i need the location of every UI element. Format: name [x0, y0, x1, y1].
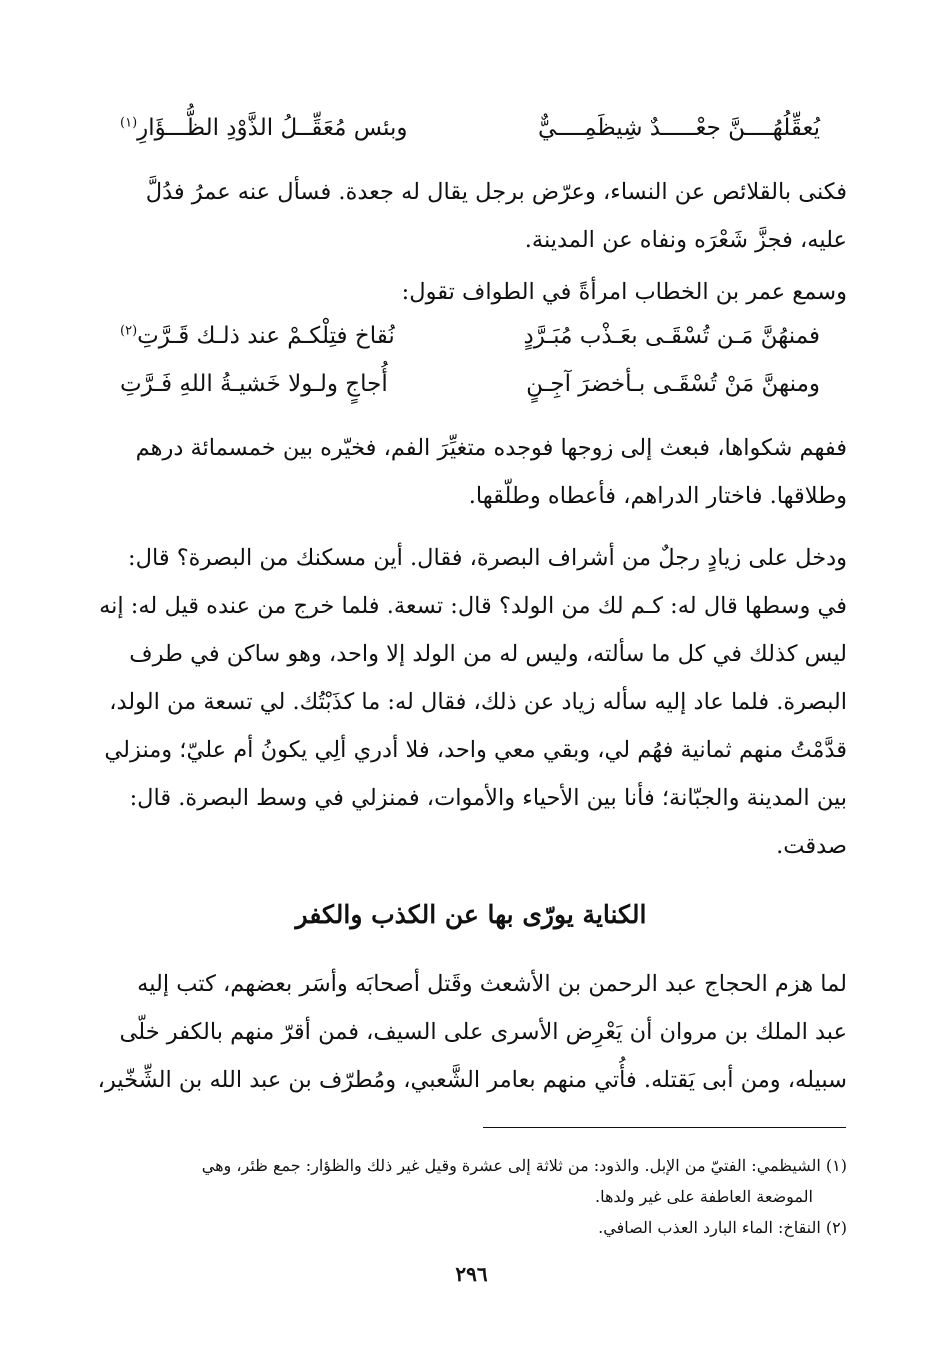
- section-heading: الكناية يورّى بها عن الكذب والكفر: [295, 900, 647, 929]
- paragraph-3: [95, 424, 847, 520]
- text-line: البصرة. فلما عاد إليه سأله زياد عن ذلك، فقال له: ما كذَبْتُك. لي تسعة من الولد،: [109, 689, 847, 715]
- paragraph-5: [95, 960, 847, 1104]
- footnote-marker-1: (١): [120, 115, 138, 131]
- footnote-2: (٢) النقاخ: الماء البارد العذب الصافي.: [598, 1218, 847, 1237]
- footnotes: [95, 1150, 847, 1243]
- verse-3-second-hemistich: أُجاجٍ ولـولا خَشيـةُ اللهِ فَـرَّتِ: [120, 371, 388, 397]
- text-line: عبد الملك بن مروان أن يَعْرِض الأسرى على السيف، فمن أقرّ منهم بالكفر خلّى: [119, 1019, 847, 1045]
- page-number: ٢٩٦: [455, 1262, 488, 1286]
- text-line: عليه، فجزَّ شَعْرَه ونفاه عن المدينة.: [524, 227, 847, 253]
- footnote-marker-2: (٢): [120, 323, 138, 339]
- text-line: فكنى بالقلائص عن النساء، وعرّض برجل يقال له جعدة. فسأل عنه عمرُ فدُلَّ: [145, 179, 847, 205]
- verse-1-first-hemistich: يُعقِّلُهُــــنَّ جعْـــــدٌ شِيظَمِــــيٌّ: [537, 115, 820, 141]
- footnote-1-line: (١) الشيظمي: الفتيّ من الإبل. والذود: من ثلاثة إلى عشرة وقيل غير ذلك والظؤار: جمع ظئر، وهي: [201, 1156, 847, 1175]
- verse-1-second-hemistich: وبئس مُعَقِّــلُ الذَّوْدِ الظُّـــؤَارِ$^{(١)}$: [120, 115, 408, 141]
- footnote-1-continuation: الموضعة العاطفة على غير ولدها.: [595, 1187, 813, 1206]
- verse-2-first-hemistich: فمنهُنَّ مَـن تُسْقَـى بعَـذْب مُبَـرَّدٍ: [523, 323, 820, 349]
- text-line: ففهم شكواها، فبعث إلى زوجها فوجده متغيِّرَ الفم، فخيّره بين خمسمائة درهم: [135, 435, 847, 461]
- paragraph-4: [95, 534, 847, 870]
- text-line: قدَّمْتُ منهم ثمانية فهُم لي، وبقي معي واحد، فلا أدري ألِي يكونُ أم عليّ؛ ومنزلي: [104, 737, 847, 763]
- verse-3-first-hemistich: ومنهنَّ مَنْ تُسْقَـى بـأخضرَ آجِـنٍ: [526, 371, 820, 397]
- text-line: سبيله، ومن أبى يَقتله. فأُتي منهم بعامر الشَّعبي، ومُطرّف بن عبد الله بن الشِّخّير،: [97, 1067, 847, 1093]
- text-line: ودخل على زيادٍ رجلٌ من أشراف البصرة، فقال. أين مسكنك من البصرة؟ قال:: [128, 545, 847, 571]
- text-line: في وسطها قال له: كـم لك من الولد؟ قال: تسعة. فلما خرج من عنده قيل له: إنه: [99, 593, 847, 619]
- paragraph-2-intro: [95, 268, 847, 316]
- verse-1: [120, 106, 820, 150]
- verse-2: [120, 314, 820, 358]
- text-line: صدقت.: [776, 833, 847, 859]
- text-line: وسمع عمر بن الخطاب امرأةً في الطواف تقول:: [401, 279, 847, 305]
- text-line: ليس كذلك في كل ما سألته، وليس له من الولد إلا واحد، وهو ساكن في طرف: [129, 641, 847, 667]
- text-line: لما هزم الحجاج عبد الرحمن بن الأشعث وقَتل أصحابَه وأسَر بعضهم، كتب إليه: [137, 971, 847, 997]
- text-line: بين المدينة والجبّانة؛ فأنا بين الأحياء والأموات، فمنزلي في وسط البصرة. قال:: [129, 785, 847, 811]
- verse-3: [120, 362, 820, 406]
- paragraph-1: [95, 168, 847, 264]
- footnote-separator: [483, 1127, 846, 1128]
- verse-2-second-hemistich: نُقاخ فتِلْكـمْ عند ذلـك قَـرَّتِ$^{(٢)}$: [120, 323, 395, 349]
- text-line: وطلاقها. فاختار الدراهم، فأعطاه وطلّقها.: [468, 483, 847, 509]
